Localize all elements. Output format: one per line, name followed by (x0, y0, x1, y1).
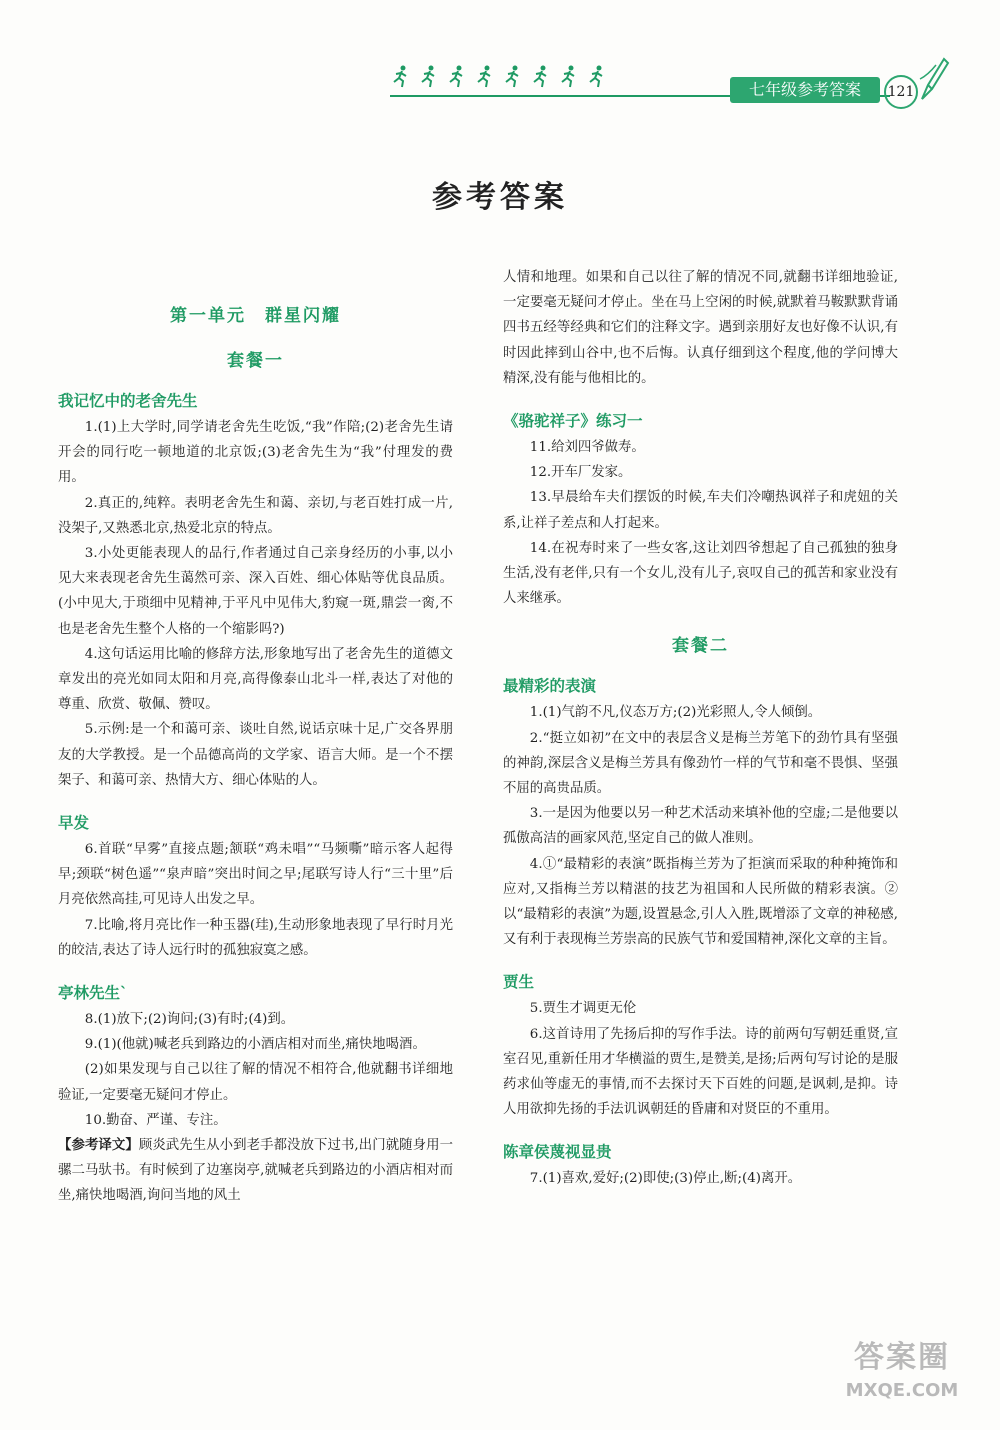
translation-paragraph (58, 1133, 453, 1209)
answer-paragraph: 3.一是因为他要以另一种艺术活动来填补他的空虚;二是他要以孤傲高洁的画家风范,坚定自己的做人准则。 (503, 806, 898, 847)
answer-paragraph: 13.早晨给车夫们摆饭的时候,车夫们冷嘲热讽祥子和虎妞的关系,让祥子差点和人打起来。 (503, 490, 898, 531)
header-grade-tag: 七年级参考答案 (730, 77, 880, 103)
watermark-bottom: MXQE.COM (845, 1380, 959, 1401)
runner-icon (530, 65, 552, 89)
runner-icon (390, 65, 412, 89)
answer-paragraph: 11.给刘四爷做寿。 (529, 440, 645, 456)
answer-paragraph: 10.勤奋、严谨、专注。 (84, 1112, 227, 1128)
section-title: 贾生 (503, 973, 535, 992)
translation-tag: 【参考译文】 (58, 1138, 139, 1154)
answer-paragraph: 4.①“最精彩的表演”既指梅兰芳为了拒演而采取的种种掩饰和应对,又指梅兰芳以精湛的技艺为祖国和人民所做的精彩表演。②以“最精彩的表演”为题,设置悬念,引人入胜,既增添了文章的神秘感,又有利于表现梅兰芳崇高的民族气节和爱国精神,深化文章的主旨。 (503, 856, 898, 948)
answer-paragraph: 6.这首诗用了先扬后抑的写作手法。诗的前两句写朝廷重贤,宣室召见,重新任用才华横溢的贾生,是赞美,是扬;后两句写讨论的是服药求仙等虚无的事情,而不去探讨天下百姓的问题,是讽刺,是抑。诗人用欲抑先扬的手法讥讽朝廷的昏庸和对贤臣的不重用。 (503, 1026, 898, 1118)
runner-icon (558, 65, 580, 89)
translation-text: 顾炎武先生从小到老手都没放下过书,出门就随身用一骡二马驮书。有时候到了边塞岗亭,就喊老兵到路边的小酒店相对而坐,痛快地喝酒,询问当地的风土 (58, 1138, 453, 1204)
runner-decoration (390, 65, 608, 89)
answer-paragraph: 12.开车厂发家。 (529, 465, 632, 481)
runner-icon (586, 65, 608, 89)
page-header (390, 55, 950, 105)
answer-paragraph: 5.贾生才调更无伦 (529, 1001, 637, 1017)
answer-paragraph: 2.“挺立如初”在文中的表层含义是梅兰芳笔下的劲竹具有坚强的神韵,深层含义是梅兰芳具有像劲竹一样的气节和毫不畏惧、坚强不屈的高贵品质。 (503, 730, 898, 797)
runner-icon (446, 65, 468, 89)
answer-paragraph: 9.(1)(他就)喊老兵到路边的小酒店相对而坐,痛快地喝酒。 (84, 1037, 426, 1053)
answer-paragraph: 3.小处更能表现人的品行,作者通过自己亲身经历的小事,以小见大来表现老舍先生蔼然可亲、深入百姓、细心体贴等优良品质。(小中见大,于琐细中见精神,于平凡中见伟大,豹窥一斑,鼎尝一脔,不也是老舍先生整个人格的一个缩影吗?) (58, 546, 453, 637)
set-heading-2: 套餐二 (672, 636, 729, 657)
answer-paragraph: (2)如果发现与自己以往了解的情况不相符合,他就翻书详细地验证,一定要毫无疑问才停止。 (58, 1062, 453, 1103)
answer-paragraph: 1.(1)气韵不凡,仪态万方;(2)光彩照人,令人倾倒。 (529, 705, 822, 721)
section-title: 我记忆中的老舍先生 (58, 392, 198, 410)
page-title: 参考答案 (432, 180, 568, 215)
watermark-top: 答案圈 (854, 1340, 950, 1375)
watermark-logo (822, 1338, 982, 1418)
answer-paragraph: 8.(1)放下;(2)询问;(3)有时;(4)到。 (84, 1012, 295, 1028)
unit-heading: 第一单元 群星闪耀 (170, 306, 341, 326)
section-title: 亭林先生` (58, 984, 128, 1003)
section-title: 陈章侯蔑视显贵 (503, 1143, 612, 1162)
set-heading-1: 套餐一 (227, 351, 284, 371)
left-column (58, 265, 453, 1209)
answer-paragraph: 7.比喻,将月亮比作一种玉器(珪),生动形象地表现了早行时月光的皎洁,表达了诗人远行时的孤独寂寞之感。 (58, 917, 453, 958)
section-title: 《骆驼祥子》练习一 (503, 412, 643, 431)
page-number: 121 (884, 75, 918, 109)
answer-paragraph: 1.(1)上大学时,同学请老舍先生吃饭,“我”作陪;(2)老舍先生请开会的同行吃一顿地道的北京饭;(3)老舍先生为“我”付理发的费用。 (58, 420, 453, 486)
answer-paragraph: 4.这句话运用比喻的修辞方法,形象地写出了老舍先生的道德文章发出的亮光如同太阳和月亮,高得像泰山北斗一样,表达了对他的尊重、欣赏、敬佩、赞叹。 (58, 646, 453, 713)
continued-paragraph: 人情和地理。如果和自己以往了解的情况不同,就翻书详细地验证,一定要毫无疑问才停止。坐在马上空闲的时候,就默着马鞍默默背诵四书五经等经典和它们的注释文字。遇到亲朋好友也好像不认识,有时因此摔到山谷中,也不后悔。认真仔细到这个程度,他的学问博大精深,没有能与他相比的。 (503, 270, 898, 386)
section-title: 早发 (58, 814, 90, 833)
runner-icon (418, 65, 440, 89)
section-title: 最精彩的表演 (503, 677, 597, 696)
pen-icon (918, 55, 950, 103)
answer-paragraph: 5.示例:是一个和蔼可亲、谈吐自然,说话京味十足,广交各界朋友的大学教授。是一个品德高尚的文学家、语言大师。是一个不摆架子、和蔼可亲、热情大方、细心体贴的人。 (58, 722, 453, 788)
right-column (503, 265, 898, 1192)
runner-icon (474, 65, 496, 89)
answer-paragraph: 6.首联“早雾”直接点题;颔联“鸡未唱”“马频嘶”暗示客人起得早;颈联“树色遥”“泉声暗”突出时间之早;尾联写诗人行“三十里”后月亮依然高挂,可见诗人出发之早。 (58, 842, 453, 908)
answer-paragraph: 7.(1)喜欢,爱好;(2)即使;(3)停止,断;(4)离开。 (529, 1171, 802, 1187)
answer-paragraph: 2.真正的,纯粹。表明老舍先生和蔼、亲切,与老百姓打成一片,没架子,又熟悉北京,热爱北京的特点。 (58, 495, 453, 536)
answer-paragraph: 14.在祝寿时来了一些女客,这让刘四爷想起了自己孤独的独身生活,没有老伴,只有一个女儿,没有儿子,哀叹自己的孤苦和家业没有人来继承。 (503, 540, 898, 607)
runner-icon (502, 65, 524, 89)
